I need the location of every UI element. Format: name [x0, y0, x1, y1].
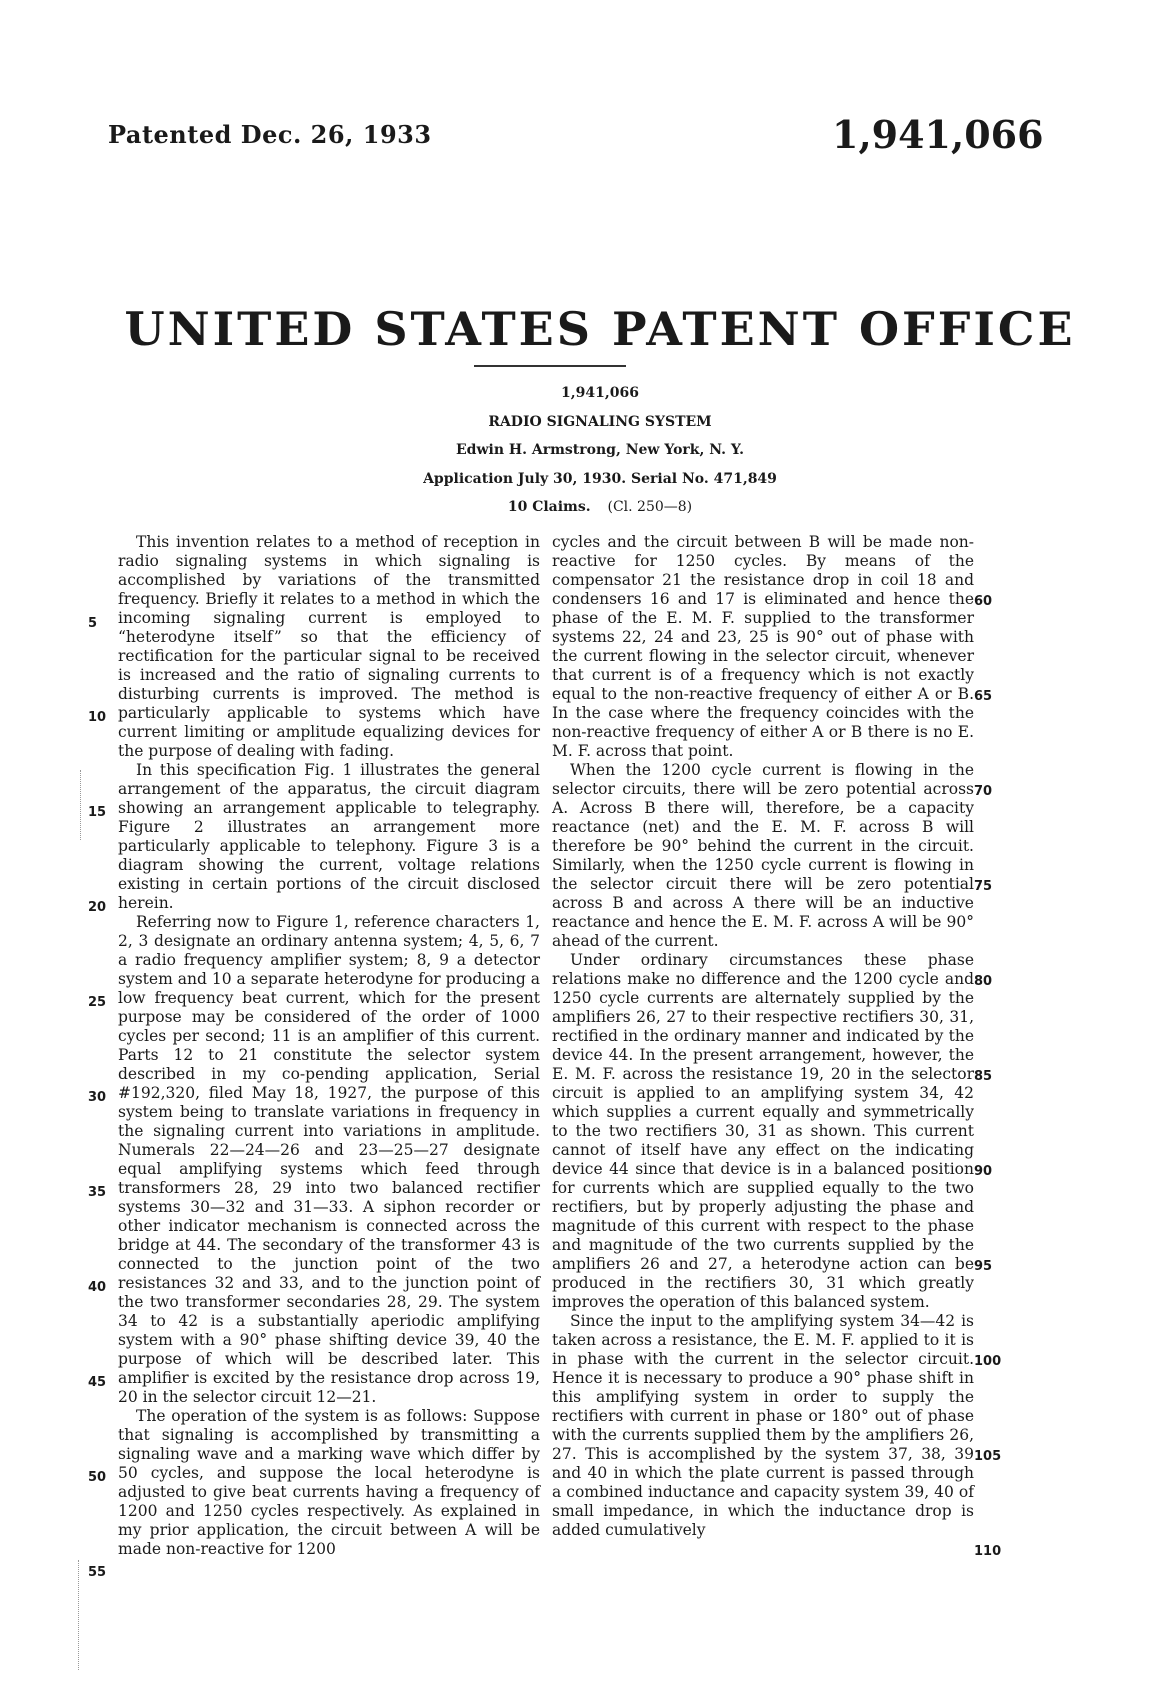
office-title: UNITED STATES PATENT OFFICE	[124, 302, 1076, 356]
line-number: 60	[974, 594, 993, 609]
line-number: 65	[974, 689, 993, 704]
patented-date: Patented Dec. 26, 1933	[108, 120, 432, 149]
line-number: 90	[974, 1164, 993, 1179]
right-column	[552, 533, 974, 1540]
line-number: 50	[88, 1470, 107, 1485]
paragraph: This invention relates to a method of reception in radio signaling systems in which signaling is accomplished by variations of the transmitted frequency. Briefly it relates to a method in which the incoming signaling current is employed to “heterodyne itself” so that the efficiency of rectification for the particular signal to be received is increased and the ratio of signaling currents to disturbing currents is improved. The method is particularly applicable to systems which have current limiting or amplitude equalizing devices for the purpose of dealing with fading.	[118, 533, 540, 760]
line-number: 55	[88, 1565, 107, 1580]
inventor: Edwin H. Armstrong, New York, N. Y.	[456, 442, 744, 458]
classification: (Cl. 250—8)	[607, 499, 693, 515]
left-column	[118, 533, 540, 1559]
paragraph: Referring now to Figure 1, reference characters 1, 2, 3 designate an ordinary antenna system; 4, 5, 6, 7 a radio frequency amplifier system; 8, 9 a detector system and 10 a separate heterodyne for producing a low frequency beat current, which for the present purpose may be considered of the order of 1000 cycles per second; 11 is an amplifier of this current. Parts 12 to 21 constitute the selector system described in my co-pending application, Serial #192,320, filed May 18, 1927, the purpose of this system being to translate variations in frequency in the signaling current into variations in amplitude. Numerals 22—24—26 and 23—25—27 designate equal amplifying systems which feed through transformers 28, 29 into two balanced rectifier systems 30—32 and 31—33. A siphon recorder or other indicator mechanism is connected across the bridge at 44. The secondary of the transformer 43 is connected to the junction point of the two resistances 32 and 33, and to the junction point of the two transformer secondaries 28, 29. The system 34 to 42 is a substantially aperiodic amplifying system with a 90° phase shifting device 39, 40 the purpose of which will be described later. This amplifier is excited by the resistance drop across 19, 20 in the selector circuit 12—21.	[118, 913, 540, 1406]
line-number: 15	[88, 805, 107, 820]
line-number: 105	[974, 1449, 1002, 1464]
line-number: 40	[88, 1280, 107, 1295]
patent-number: 1,941,066	[832, 112, 1044, 157]
paragraph: cycles and the circuit between B will be made non-reactive for 1250 cycles. By means of the compensator 21 the resistance drop in coil 18 and condensers 16 and 17 is eliminated and hence the phase of the E. M. F. supplied to the transformer systems 22, 24 and 23, 25 is 90° out of phase with the current flowing in the selector circuit, whenever that current is of a frequency which is not exactly equal to the non-reactive frequency of either A or B. In the case where the frequency coincides with the non-reactive frequency of either A or B there is no E. M. F. across that point.	[552, 533, 974, 760]
application-info: Application July 30, 1930. Serial No. 471,849	[423, 471, 777, 487]
line-number: 110	[974, 1544, 1002, 1559]
paragraph: Since the input to the amplifying system 34—42 is taken across a resistance, the E. M. F. applied to it is in phase with the current in the selector circuit. Hence it is necessary to produce a 90° phase shift in this amplifying system in order to supply the rectifiers with current in phase or 180° out of phase with the currents supplied them by the amplifiers 26, 27. This is accomplished by the system 37, 38, 39 and 40 in which the plate current is passed through a combined inductance and capacity system 39, 40 of small impedance, in which the inductance drop is added cumulatively	[552, 1312, 974, 1539]
invention-title: RADIO SIGNALING SYSTEM	[488, 414, 712, 430]
line-number: 85	[974, 1069, 993, 1084]
claims-line	[0, 499, 1160, 515]
line-number: 30	[88, 1090, 107, 1105]
paragraph: Under ordinary circumstances these phase relations make no difference and the 1200 cycle and 1250 cycle currents are alternately supplied by the amplifiers 26, 27 to their respective rectifiers 30, 31, rectified in the ordinary manner and indicated by the device 44. In the present arrangement, however, the E. M. F. across the resistance 19, 20 in the selector circuit is applied to an amplifying system 34, 42 which supplies a current equally and symmetrically to the two rectifiers 30, 31 as shown. This current cannot of itself have any effect on the indicating device 44 since that device is in a balanced position for currents which are supplied equally to the two rectifiers, but by properly adjusting the phase and magnitude of this current with respect to the phase and magnitude of the two currents supplied by the amplifiers 26 and 27, a heterodyne action can be produced in the rectifiers 30, 31 which greatly improves the operation of this balanced system.	[552, 951, 974, 1311]
line-number: 35	[88, 1185, 107, 1200]
line-number: 95	[974, 1259, 993, 1274]
meta-number: 1,941,066	[561, 385, 639, 401]
line-number: 45	[88, 1375, 107, 1390]
paragraph: In this specification Fig. 1 illustrates the general arrangement of the apparatus, the circuit diagram showing an arrangement applicable to telegraphy. Figure 2 illustrates an arrangement more particularly applicable to telephony. Figure 3 is a diagram showing the current, voltage relations existing in certain portions of the circuit disclosed herein.	[118, 761, 540, 912]
title-rule	[474, 365, 626, 367]
line-number: 10	[88, 710, 107, 725]
line-number: 5	[88, 616, 98, 631]
claims-count: 10 Claims.	[507, 499, 591, 515]
paragraph: The operation of the system is as follows: Suppose that signaling is accomplished by transmitting a signaling wave and a marking wave which differ by 50 cycles, and suppose the local heterodyne is adjusted to give beat currents having a frequency of 1200 and 1250 cycles respectively. As explained in my prior application, the circuit between A will be made non-reactive for 1200	[118, 1407, 540, 1558]
margin-scan-mark	[78, 1560, 79, 1670]
paragraph: When the 1200 cycle current is flowing in the selector circuits, there will be zero potential across A. Across B there will, therefore, be a capacity reactance (net) and the E. M. F. across B will therefore be 90° behind the current in the circuit. Similarly, when the 1250 cycle current is flowing in the selector circuit there will be zero potential across B and across A there will be an inductive reactance and hence the E. M. F. across A will be 90° ahead of the current.	[552, 761, 974, 950]
line-number: 100	[974, 1354, 1002, 1369]
line-number: 20	[88, 900, 107, 915]
line-number: 70	[974, 784, 993, 799]
line-number: 75	[974, 879, 993, 894]
line-number: 80	[974, 974, 993, 989]
margin-scan-mark	[80, 770, 81, 840]
line-number: 25	[88, 995, 107, 1010]
